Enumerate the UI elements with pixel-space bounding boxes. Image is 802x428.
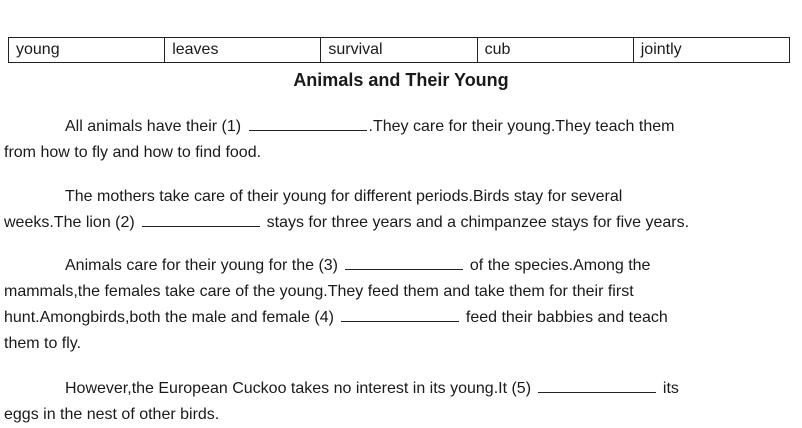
word-bank-cell: leaves [165,38,321,63]
paragraph-text: .They care for their young.They teach them [368,118,675,135]
word-bank-cell: young [9,38,165,63]
paragraph-text: Animals care for their young for the (3) [65,257,343,274]
paragraph-1 [4,114,794,166]
paragraph-line: mammals,the females take care of the young.They feed them and take them for their first [4,283,634,300]
paragraph-text: stays for three years and a chimpanzee stays for five years. [262,214,690,231]
paragraph-text: hunt.Amongbirds,both the male and female (4) [4,309,339,326]
paragraph-line: them to fly. [4,335,82,352]
paragraph-4 [4,376,794,428]
word-bank-cell: jointly [633,38,789,63]
paragraph-line: from how to fly and how to find food. [4,144,262,161]
paragraph-line [4,253,794,279]
paragraph-line [4,305,794,331]
paragraph-text: feed their babbies and teach [461,309,668,326]
page-title: Animals and Their Young [293,70,509,90]
paragraph-text: All animals have their (1) [65,118,246,135]
blank-3[interactable] [345,255,463,270]
blank-5[interactable] [538,378,656,393]
paragraph-line: eggs in the nest of other birds. [4,406,220,423]
paragraph-text: weeks.The lion (2) [4,214,140,231]
paragraph-2 [4,184,794,236]
paragraph-text: However,the European Cuckoo takes no interest in its young.It (5) [65,380,536,397]
word-bank [8,37,790,63]
paragraph-3 [4,253,794,357]
paragraph-text: of the species.Among the [465,257,651,274]
word-bank-cell: survival [321,38,477,63]
word-bank-cell: cub [477,38,633,63]
blank-1[interactable] [249,116,367,131]
paragraph-line [4,210,794,236]
paragraph-line [4,376,794,402]
paragraph-line: The mothers take care of their young for different periods.Birds stay for several [65,188,623,205]
blank-4[interactable] [341,307,459,322]
word-bank-row [9,38,790,63]
blank-2[interactable] [142,212,260,227]
paragraph-line [4,114,794,140]
paragraph-text: its [658,380,679,397]
